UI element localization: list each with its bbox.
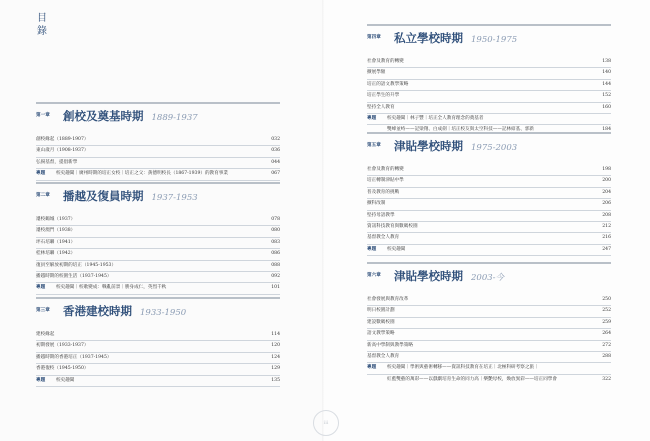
toc-entry[interactable] — [367, 222, 611, 233]
toc-entry-page: 144 — [602, 81, 611, 87]
toc-entry[interactable] — [367, 318, 611, 329]
toc-entry-page: 198 — [602, 167, 611, 172]
chapter-title-text: 創校及奠基時期 — [63, 109, 144, 123]
toc-entry-title: 擴展學額 — [367, 70, 386, 76]
toc-entry-title: 建設數碼校園 — [367, 319, 395, 325]
toc-entry-page: 138 — [602, 59, 611, 64]
chapter-heading — [367, 262, 611, 288]
chapter-heading — [36, 297, 280, 323]
toc-entry-page: 152 — [602, 93, 611, 99]
toc-entry-page: 212 — [602, 223, 611, 229]
toc-entry-list — [36, 215, 280, 295]
toc-entry-page: 135 — [271, 377, 280, 383]
toc-entry-title: 社會及教育的轉變 — [367, 59, 404, 64]
toc-entry[interactable] — [36, 353, 280, 364]
chapter-number: 第五章 — [367, 143, 381, 148]
toc-entry[interactable] — [36, 146, 280, 157]
toc-entry-page: 129 — [271, 366, 280, 372]
chapter-years: 1889-1937 — [151, 113, 198, 123]
toc-entry-page: 092 — [271, 273, 280, 279]
chapter-title-text: 播越及復員時期 — [63, 189, 144, 203]
toc-entry[interactable] — [36, 261, 280, 272]
chapter-heading — [367, 24, 611, 50]
toc-entry-page: 140 — [602, 70, 611, 76]
toc-entry-page: 114 — [271, 332, 280, 337]
toc-entry[interactable] — [36, 341, 280, 352]
toc-entry-title: 校史趣聞｜校歌變成：戰亂前景｜勝身成仁，英烈千秋 — [56, 285, 167, 291]
chapter-years: 1950-1975 — [471, 35, 518, 45]
toc-entry-page: 101 — [271, 285, 280, 291]
chapter-section — [36, 297, 280, 387]
toc-entry[interactable] — [36, 238, 280, 249]
toc-entry-title: 基督教全人教育 — [367, 353, 400, 359]
chapter-number: 第二章 — [36, 193, 50, 198]
feature-tag: 專題 — [367, 246, 377, 252]
toc-entry-page: 250 — [602, 297, 611, 302]
toc-entry-title: 雙峰並峙——記梁翔、白成劍｜培正校友與太空科技——記林紹基、郭新 — [387, 127, 535, 133]
chapter-section — [367, 132, 611, 256]
toc-entry[interactable] — [367, 295, 611, 306]
toc-entry-title: 堅持全人教育 — [367, 104, 395, 110]
toc-entry-page: 204 — [602, 189, 611, 195]
toc-entry[interactable] — [367, 103, 611, 114]
feature-tag: 專題 — [36, 171, 46, 177]
toc-entry-title: 社會及教育的轉變 — [367, 167, 404, 172]
feature-tag: 專題 — [36, 285, 46, 291]
toc-entry[interactable] — [367, 165, 611, 176]
toc-entry-title: 明日校園計劃 — [367, 308, 395, 314]
toc-entry-title: 初期發展（1933-1937） — [36, 343, 89, 349]
chapter-number: 第四章 — [367, 35, 381, 40]
chapter-number: 第一章 — [36, 113, 50, 118]
toc-entry-title: 校史趣聞 — [56, 377, 75, 383]
toc-entry[interactable] — [367, 306, 611, 317]
feature-tag: 專題 — [36, 377, 46, 383]
chapter-section — [36, 182, 280, 295]
toc-entry-page: 206 — [602, 201, 611, 207]
toc-entry[interactable] — [367, 80, 611, 91]
chapter-title-text: 津貼學校時期 — [394, 269, 463, 283]
toc-entry[interactable] — [36, 272, 280, 283]
toc-entry-page: 124 — [271, 354, 280, 360]
toc-entry[interactable] — [367, 245, 611, 256]
toc-entry[interactable] — [367, 188, 611, 199]
toc-entry[interactable] — [36, 169, 280, 180]
chapter-title — [394, 138, 517, 154]
toc-entry[interactable] — [367, 211, 611, 222]
toc-entry[interactable] — [367, 114, 611, 125]
toc-entry-list — [367, 57, 611, 136]
toc-entry-title: 播越時期的校園生活（1937-1945） — [36, 273, 112, 279]
toc-entry[interactable] — [367, 176, 611, 187]
toc-entry-title: 校史趣聞｜學術與藝術轉移——資訊科技教育在培正｜北極科研考察之旅｜ — [387, 365, 539, 371]
toc-entry-page: 216 — [602, 235, 611, 241]
toc-entry-title: 遷校鶴城（1937） — [36, 217, 76, 222]
toc-entry[interactable] — [367, 57, 611, 68]
chapter-title-text: 香港建校時期 — [63, 304, 132, 318]
toc-entry-title: 培正的語文教學策略 — [367, 81, 409, 87]
toc-entry-title: 弘揚基督，提倡新學 — [36, 159, 78, 165]
toc-entry[interactable] — [36, 376, 280, 387]
toc-entry-page: 088 — [271, 262, 280, 268]
chapter-number: 第六章 — [367, 273, 381, 278]
toc-entry-title: 校史趣聞｜林子豐｜培正全人教育理念的奠基者 — [387, 115, 484, 121]
toc-entry[interactable] — [367, 199, 611, 210]
toc-entry-page: 272 — [602, 342, 611, 348]
chapter-heading — [36, 182, 280, 208]
toc-entry-page: 032 — [271, 137, 280, 142]
chapter-heading — [36, 102, 280, 128]
toc-entry-title: 語文教學策略 — [367, 331, 395, 337]
toc-entry-title: 培正學生的升學 — [367, 93, 400, 99]
toc-entry-title: 遷校澳門（1938） — [36, 228, 76, 234]
toc-entry-page: 044 — [271, 159, 280, 165]
chapter-title — [394, 30, 517, 46]
right-page — [325, 0, 650, 441]
chapter-years: 1975-2003 — [471, 143, 518, 153]
toc-entry[interactable] — [367, 363, 611, 374]
toc-entry-page: 208 — [602, 212, 611, 218]
toc-entry-title: 創校緣起（1889-1907） — [36, 137, 89, 142]
toc-entry-title: 坪石培聯（1941） — [36, 239, 76, 245]
toc-entry-title: 東山歲月（1908-1937） — [36, 148, 89, 154]
toc-entry[interactable] — [36, 135, 280, 146]
toc-entry-list — [36, 135, 280, 181]
toc-entry-title: 基督教全人教育 — [367, 235, 400, 241]
toc-entry-page: 067 — [271, 171, 280, 177]
chapter-title — [394, 268, 504, 284]
toc-entry-page: 200 — [602, 178, 611, 184]
chapter-years: 1937-1953 — [151, 193, 198, 203]
feature-tag: 專題 — [367, 365, 377, 371]
toc-entry-title: 校史趣聞｜廣州時期的培正女校｜培正之父：黃德明校長（1867-1939）的教育事業 — [56, 171, 228, 177]
toc-entry-page: 036 — [271, 148, 280, 154]
toc-entry[interactable] — [367, 341, 611, 352]
toc-entry-page: 120 — [271, 343, 280, 349]
toc-entry[interactable] — [36, 283, 280, 294]
toc-entry-page: 252 — [602, 308, 611, 314]
toc-entry[interactable] — [367, 329, 611, 340]
toc-entry-page: 247 — [602, 246, 611, 252]
toc-entry-title: 普及教育的挑戰 — [367, 189, 400, 195]
toc-entry[interactable] — [367, 233, 611, 244]
toc-entry-list — [367, 165, 611, 256]
chapter-section — [367, 262, 611, 385]
chapter-heading — [367, 132, 611, 158]
toc-entry[interactable] — [367, 352, 611, 363]
feature-tag: 專題 — [367, 115, 377, 121]
toc-entry-title: 擴科改制 — [367, 201, 386, 207]
chapter-years: 2003-今 — [471, 273, 505, 283]
chapter-title-text: 私立學校時期 — [394, 31, 463, 45]
toc-entry-title: 堅持母語教學 — [367, 212, 395, 218]
chapter-years: 1933-1950 — [140, 308, 187, 318]
chapter-title — [63, 303, 186, 319]
toc-entry[interactable] — [36, 226, 280, 237]
toc-entry-page: 184 — [602, 127, 611, 133]
toc-entry-title: 紅藍雙藝的萬彩——以戲劇培育生命的同力高｜樂艷母校，煥放異彩——培正同學會 — [387, 376, 557, 382]
toc-entry-list — [367, 295, 611, 385]
toc-entry-page: 080 — [271, 228, 280, 234]
chapter-title — [63, 108, 198, 124]
chapter-section — [36, 102, 280, 181]
chapter-title — [63, 188, 198, 204]
toc-entry-title: 校史趣聞 — [387, 246, 406, 252]
toc-entry-title: 桂林培聯（1942） — [36, 251, 76, 257]
toc-entry-title: 建校緣起 — [36, 332, 55, 337]
toc-entry-page: 322 — [602, 376, 611, 382]
toc-entry-page: 083 — [271, 239, 280, 245]
toc-entry[interactable] — [36, 158, 280, 169]
toc-entry-page: 086 — [271, 251, 280, 257]
toc-entry[interactable] — [36, 364, 280, 375]
toc-entry-page: 288 — [602, 353, 611, 359]
toc-entry-page: 160 — [602, 104, 611, 110]
page-folio: iii — [313, 410, 339, 436]
toc-entry[interactable] — [36, 215, 280, 226]
toc-entry-page: 078 — [271, 217, 280, 222]
toc-entry-title: 播越時期的香港培正（1937-1945） — [36, 354, 112, 360]
chapter-number: 第三章 — [36, 308, 50, 313]
toc-entry-title: 社會發展與教育改革 — [367, 297, 409, 302]
toc-entry[interactable] — [367, 68, 611, 79]
toc-entry-title: 新高中學制與教學策略 — [367, 342, 413, 348]
toc-title: 目錄 — [37, 13, 47, 37]
toc-entry-page: 264 — [602, 331, 611, 337]
toc-entry-title: 資訊科技教育與數碼校園 — [367, 223, 418, 229]
chapter-title-text: 津貼學校時期 — [394, 139, 463, 153]
toc-entry-list — [36, 330, 280, 387]
toc-entry-title: 培正轉制津貼中學 — [367, 178, 404, 184]
toc-entry[interactable] — [367, 375, 611, 385]
toc-entry-title: 復員至解放初期的培正（1945-1953） — [36, 262, 117, 268]
toc-entry[interactable] — [36, 330, 280, 341]
chapter-section — [367, 24, 611, 136]
toc-entry[interactable] — [367, 91, 611, 102]
toc-entry[interactable] — [36, 249, 280, 260]
toc-entry-title: 香港復校（1945-1950） — [36, 366, 89, 372]
toc-entry-page: 259 — [602, 319, 611, 325]
